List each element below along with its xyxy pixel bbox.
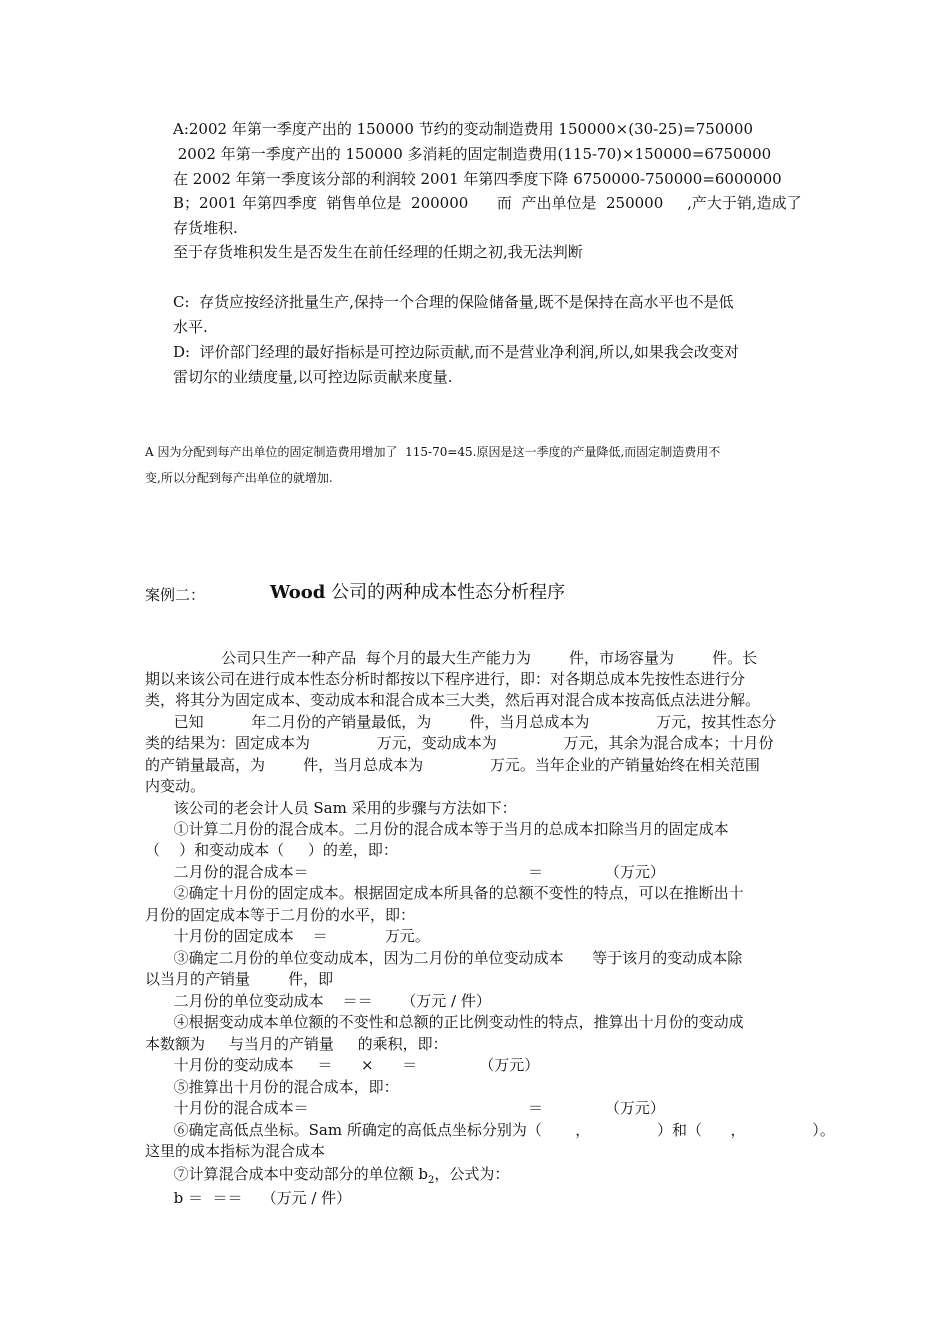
para-line: 存货堆积. <box>173 219 238 237</box>
note-line: A 因为分配到每产出单位的固定制造费用增加了 115-70=45.原因是这一季度的产量降低,而固定制造费用不 <box>145 445 721 459</box>
body-line: 这里的成本指标为混合成本 <box>145 1142 326 1160</box>
body-line: 内变动。 <box>145 777 206 795</box>
step7-line <box>145 1164 509 1187</box>
para-line: A:2002 年第一季度产出的 150000 节约的变动制造费用 150000×(30-25)=750000 <box>173 120 753 138</box>
body-line: （ ）和变动成本（ ）的差，即： <box>145 841 398 859</box>
para-line: 2002 年第一季度产出的 150000 多消耗的固定制造费用(115-70)×150000=6750000 <box>173 145 772 163</box>
case-title <box>270 581 565 605</box>
body-line: 二月份的混合成本＝ ＝ （万元） <box>145 863 665 881</box>
para-line: 在 2002 年第一季度该分部的利润较 2001 年第四季度下降 6750000-750000=6000000 <box>173 170 782 188</box>
case-title-rest: 公司的两种成本性态分析程序 <box>325 582 566 603</box>
body-line: 的产销量最高，为 件，当月总成本为 万元。当年企业的产销量始终在相关范围 <box>145 756 760 774</box>
body-line: ③确定二月份的单位变动成本，因为二月份的单位变动成本 等于该月的变动成本除 <box>145 949 743 967</box>
case-label: 案例二： <box>145 586 206 604</box>
body-line: 以当月的产销量 件，即 <box>145 970 334 988</box>
body-line: 类，将其分为固定成本、变动成本和混合成本三大类，然后再对混合成本按高低点法进分解。 <box>145 691 761 709</box>
body-line: 本数额为 与当月的产销量 的乘积，即： <box>145 1035 448 1053</box>
para-line: C: 存货应按经济批量生产,保持一个合理的保险储备量,既不是保持在高水平也不是低 <box>173 293 734 311</box>
body-line: ⑤推算出十月份的混合成本，即： <box>145 1078 399 1096</box>
para-line: 水平. <box>173 318 208 336</box>
step7-subscript: 2 <box>427 1175 435 1186</box>
body-line: 期以来该公司在进行成本性态分析时都按以下程序进行，即：对各期总成本先按性态进行分 <box>145 670 746 688</box>
body-line: ④根据变动成本单位额的不变性和总额的正比例变动性的特点，推算出十月份的变动成 <box>145 1013 744 1031</box>
body-line: ①计算二月份的混合成本。二月份的混合成本等于当月的总成本扣除当月的固定成本 <box>145 820 729 838</box>
body-line: 该公司的老会计人员 Sam 采用的步骤与方法如下： <box>145 799 517 817</box>
body-line: 十月份的固定成本 ＝ 万元。 <box>145 927 430 945</box>
step7-tail: ，公式为： <box>434 1165 510 1183</box>
step7-text: ⑦计算混合成本中变动部分的单位额 b <box>145 1165 428 1183</box>
body-line: 类的结果为：固定成本为 万元，变动成本为 万元，其余为混合成本；十月份 <box>145 734 774 752</box>
para-line: D: 评价部门经理的最好指标是可控边际贡献,而不是营业净利润,所以,如果我会改变对 <box>173 343 739 361</box>
body-line: 二月份的单位变动成本 ＝＝ （万元 / 件） <box>145 992 491 1010</box>
body-line: 十月份的混合成本＝ ＝ （万元） <box>145 1099 665 1117</box>
para-line: B；2001 年第四季度 销售单位是 200000 而 产出单位是 250000 ,产大于销,造成了 <box>173 194 802 212</box>
body-line: 公司只生产一种产品 每个月的最大生产能力为 件，市场容量为 件。长 <box>145 649 758 667</box>
case-title-company: Wood <box>270 582 326 603</box>
para-line: 至于存货堆积发生是否发生在前任经理的任期之初,我无法判断 <box>173 243 583 261</box>
body-line: 已知 年二月份的产销量最低，为 件，当月总成本为 万元，按其性态分 <box>145 713 777 731</box>
body-line: ②确定十月份的固定成本。根据固定成本所具备的总额不变性的特点，可以在推断出十 <box>145 884 744 902</box>
body-line: 月份的固定成本等于二月份的水平，即： <box>145 906 416 924</box>
formula-line: b ＝ ＝＝ （万元 / 件） <box>145 1189 352 1207</box>
para-line: 雷切尔的业绩度量,以可控边际贡献来度量. <box>173 368 453 386</box>
note-line: 变,所以分配到每产出单位的就增加. <box>145 471 333 485</box>
body-line: ⑥确定高低点坐标。Sam 所确定的高低点坐标分别为（ ， ）和（ ， ）。 <box>145 1121 835 1139</box>
body-line: 十月份的变动成本 ＝ × ＝ （万元） <box>145 1056 540 1074</box>
